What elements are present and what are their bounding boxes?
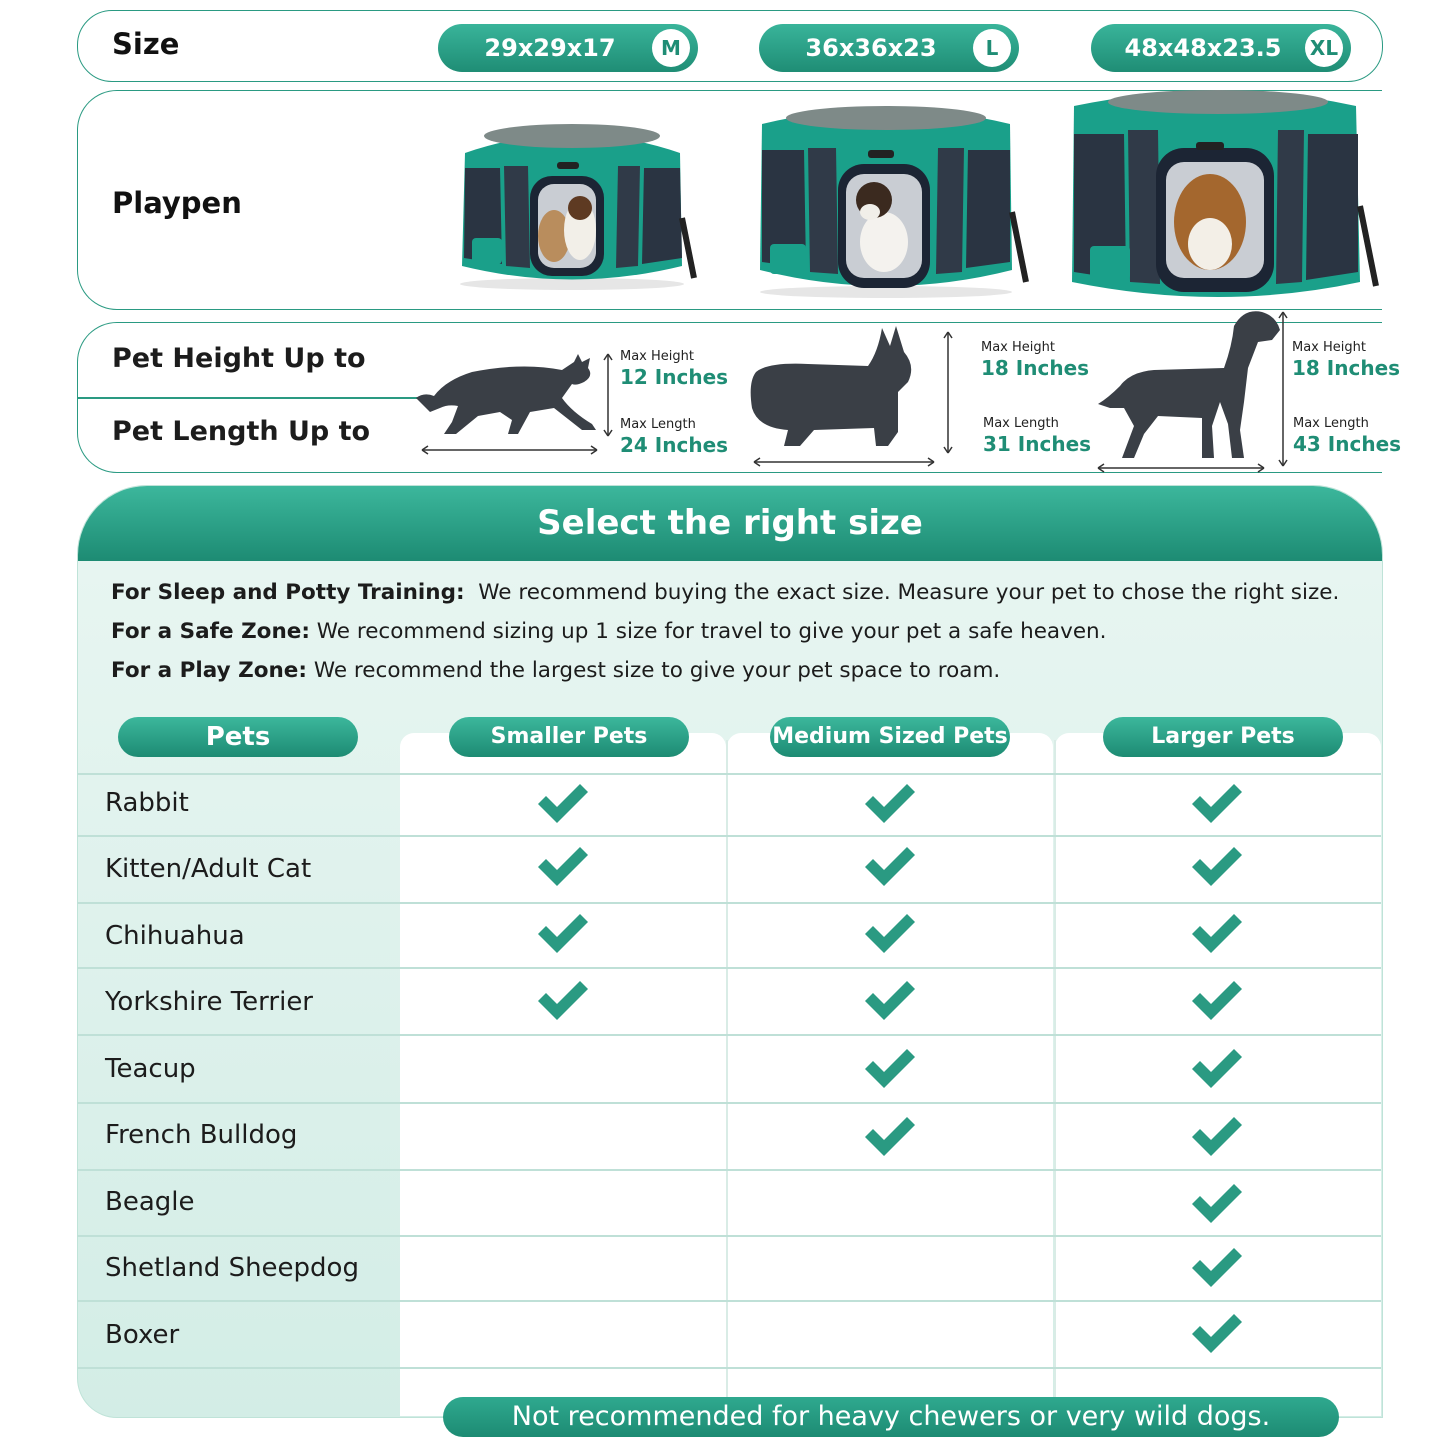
recommendation-play-zone (111, 658, 1000, 683)
pet-name: Yorkshire Terrier (105, 987, 313, 1017)
playpen-label: Playpen (112, 186, 242, 220)
pet-name: Chihuahua (105, 921, 245, 951)
check-icon (1190, 1115, 1244, 1159)
row-separator (77, 1367, 1381, 1369)
corgi-silhouette-icon (748, 322, 948, 468)
check-icon (1190, 912, 1244, 956)
row-separator (77, 773, 1381, 775)
spec-l-length (983, 416, 1091, 456)
row-separator (77, 1300, 1381, 1302)
check-icon (536, 979, 590, 1023)
check-icon (1190, 1246, 1244, 1290)
row-separator (77, 1102, 1381, 1104)
check-icon (863, 845, 917, 889)
height-arrow-icon (1276, 310, 1290, 468)
check-icon (1190, 1182, 1244, 1226)
max-length-value: 43 Inches (1293, 432, 1402, 456)
row-separator (77, 1235, 1381, 1237)
pet-name: Rabbit (105, 788, 189, 818)
size-dims: 29x29x17 (484, 34, 616, 62)
boxer-silhouette-icon (1094, 306, 1286, 474)
pet-name: Boxer (105, 1320, 180, 1350)
check-icon (1190, 1047, 1244, 1091)
column-divider (726, 740, 728, 1416)
size-dims: 48x48x23.5 (1124, 34, 1282, 62)
check-icon (536, 912, 590, 956)
max-height-label: Max Height (620, 349, 694, 364)
row-separator (77, 1034, 1381, 1036)
size-guide-title: Select the right size (78, 486, 1382, 561)
recommendation-lead: For a Play Zone: (111, 658, 307, 683)
pets-header: Pets (118, 717, 358, 757)
max-height-label: Max Height (981, 340, 1055, 355)
recommendation-lead: For a Safe Zone: (111, 619, 310, 644)
recommendation-text: We recommend the largest size to give your pet space to roam. (313, 658, 1001, 683)
pet-name: Teacup (105, 1054, 196, 1084)
recommendation-lead: For Sleep and Potty Training: (111, 580, 465, 605)
pet-name: Kitten/Adult Cat (105, 854, 312, 884)
pet-name: Beagle (105, 1187, 195, 1217)
recommendation-sleep (111, 580, 1339, 605)
check-icon (863, 912, 917, 956)
column-divider (1054, 740, 1056, 1416)
pet-height-label: Pet Height Up to (112, 343, 366, 374)
spec-xl-length (1293, 416, 1401, 456)
pet-name: Shetland Sheepdog (105, 1253, 359, 1283)
max-height-value: 18 Inches (1292, 356, 1401, 380)
row-separator (77, 1169, 1381, 1171)
max-length-value: 31 Inches (983, 432, 1092, 456)
recommendation-text: We recommend sizing up 1 size for travel to give your pet a safe heaven. (316, 619, 1107, 644)
recommendation-safe-zone (111, 619, 1107, 644)
spec-l-height (981, 340, 1089, 380)
size-code-badge: M (652, 29, 690, 67)
size-dims: 36x36x23 (805, 34, 937, 62)
spec-m-height (620, 349, 728, 389)
check-icon (1190, 979, 1244, 1023)
pet-name: French Bulldog (105, 1120, 298, 1150)
max-height-value: 12 Inches (620, 365, 729, 389)
recommendation-text: We recommend buying the exact size. Measure your pet to chose the right size. (478, 580, 1340, 605)
check-icon (536, 845, 590, 889)
cat-silhouette-icon (412, 350, 622, 462)
check-icon (863, 1047, 917, 1091)
max-length-label: Max Length (620, 417, 696, 432)
header-smaller-pets: Smaller Pets (449, 717, 689, 757)
check-icon (863, 979, 917, 1023)
size-code-badge: XL (1305, 29, 1343, 67)
check-icon (536, 782, 590, 826)
size-pill-l[interactable] (759, 24, 1019, 72)
row-separator (77, 902, 1381, 904)
row-divider (78, 397, 418, 399)
footer-note: Not recommended for heavy chewers or very wild dogs. (443, 1397, 1339, 1437)
spec-m-length (620, 417, 728, 457)
playpen-image-m (460, 118, 700, 290)
spec-xl-height (1292, 340, 1400, 380)
pet-length-label: Pet Length Up to (112, 416, 371, 447)
max-length-label: Max Length (983, 416, 1059, 431)
check-icon (863, 1115, 917, 1159)
check-icon (863, 782, 917, 826)
max-height-value: 18 Inches (981, 356, 1090, 380)
max-length-value: 24 Inches (620, 433, 729, 457)
size-code-badge: L (973, 29, 1011, 67)
header-medium-pets: Medium Sized Pets (770, 717, 1010, 757)
max-height-label: Max Height (1292, 340, 1366, 355)
height-arrow-icon (602, 352, 614, 438)
height-arrow-icon (941, 330, 955, 455)
playpen-image-xl (1070, 86, 1410, 304)
max-length-label: Max Length (1293, 416, 1369, 431)
size-pill-xl[interactable] (1091, 24, 1351, 72)
check-icon (1190, 1312, 1244, 1356)
row-separator (77, 835, 1381, 837)
header-larger-pets: Larger Pets (1103, 717, 1343, 757)
size-label: Size (112, 27, 180, 61)
check-icon (1190, 845, 1244, 889)
check-icon (1190, 782, 1244, 826)
size-pill-m[interactable] (438, 24, 698, 72)
playpen-image-l (758, 102, 1030, 298)
row-separator (77, 967, 1381, 969)
